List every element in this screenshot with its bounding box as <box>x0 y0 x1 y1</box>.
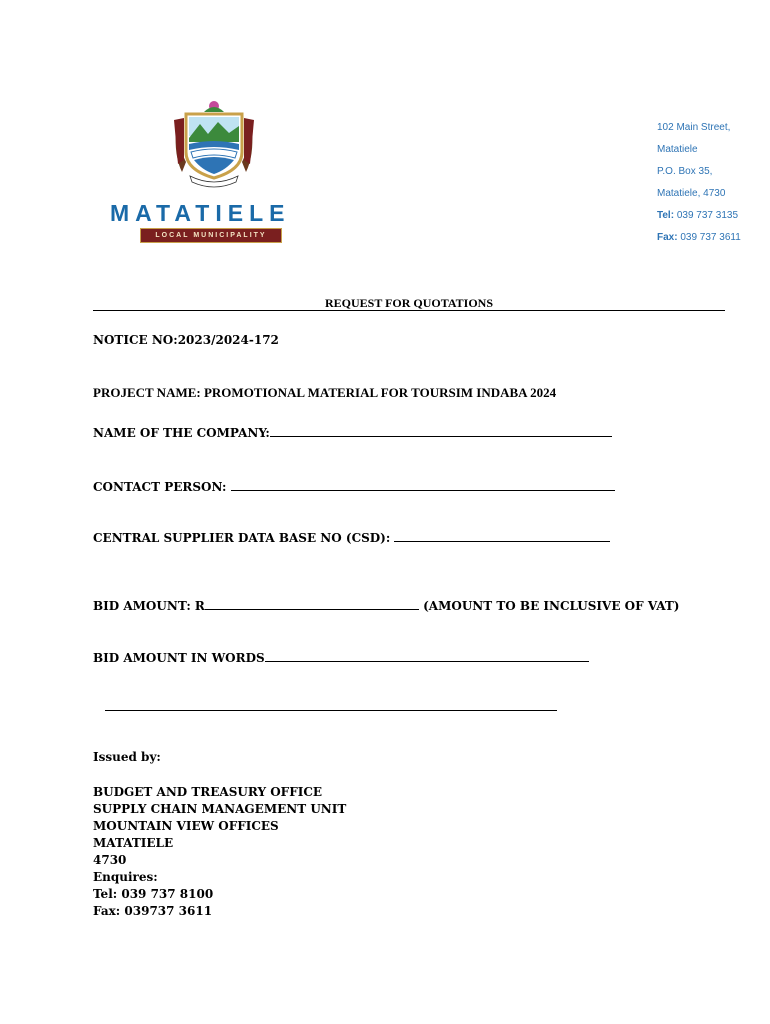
bid-words-field[interactable] <box>265 649 589 662</box>
tel-label: Tel: <box>657 210 675 221</box>
contact-person-row <box>93 478 615 494</box>
company-name-row <box>93 424 612 440</box>
address-fax <box>657 230 767 252</box>
issuer-line: SUPPLY CHAIN MANAGEMENT UNIT <box>93 802 347 816</box>
bid-words-label: BID AMOUNT IN WORDS <box>93 651 265 665</box>
company-name-field[interactable] <box>270 424 612 437</box>
issuer-line: Enquires: <box>93 870 158 884</box>
document-title: REQUEST FOR QUOTATIONS <box>324 296 494 310</box>
bid-words-row <box>93 649 589 665</box>
contact-person-field[interactable] <box>231 478 615 491</box>
company-name-label: NAME OF THE COMPANY: <box>93 426 270 440</box>
fax-value: 039 737 3611 <box>680 232 741 243</box>
project-name: PROJECT NAME: PROMOTIONAL MATERIAL FOR TOURSIM INDABA 2024 <box>93 385 557 400</box>
address-town-code: Matatiele, 4730 <box>657 188 726 199</box>
issuer-line: MATATIELE <box>93 836 174 850</box>
address-block <box>657 120 767 252</box>
contact-person-label: CONTACT PERSON: <box>93 480 227 494</box>
address-tel <box>657 208 767 230</box>
bid-amount-note: (AMOUNT TO BE INCLUSIVE OF VAT) <box>423 599 680 613</box>
address-po-box: P.O. Box 35, <box>657 166 713 177</box>
bid-amount-row <box>93 597 679 613</box>
logo-subtitle: LOCAL MUNICIPALITY <box>140 228 282 243</box>
municipality-logo <box>110 100 310 245</box>
bid-words-continuation-line[interactable] <box>105 710 557 711</box>
notice-number: NOTICE NO:2023/2024-172 <box>93 333 279 347</box>
csd-label: CENTRAL SUPPLIER DATA BASE NO (CSD): <box>93 531 391 545</box>
csd-field[interactable] <box>394 529 610 542</box>
bid-amount-field[interactable] <box>205 597 419 610</box>
issuer-block <box>93 784 346 920</box>
issuer-line: MOUNTAIN VIEW OFFICES <box>93 819 279 833</box>
issuer-line: 4730 <box>93 853 127 867</box>
crest-emblem-icon <box>172 100 256 188</box>
issuer-line: BUDGET AND TREASURY OFFICE <box>93 785 323 799</box>
issued-by-label: Issued by: <box>93 750 161 764</box>
issuer-line: Tel: 039 737 8100 <box>93 887 214 901</box>
issuer-line: Fax: 039737 3611 <box>93 904 213 918</box>
protea-flower-icon <box>204 101 224 112</box>
tel-value: 039 737 3135 <box>676 210 738 221</box>
csd-row <box>93 529 610 545</box>
logo-wordmark: MATATIELE <box>110 200 291 226</box>
address-town: Matatiele <box>657 144 698 155</box>
fax-label: Fax: <box>657 232 678 243</box>
address-street: 102 Main Street, <box>657 122 731 133</box>
bid-amount-label: BID AMOUNT: R <box>93 599 205 613</box>
document-title-row <box>93 292 725 311</box>
